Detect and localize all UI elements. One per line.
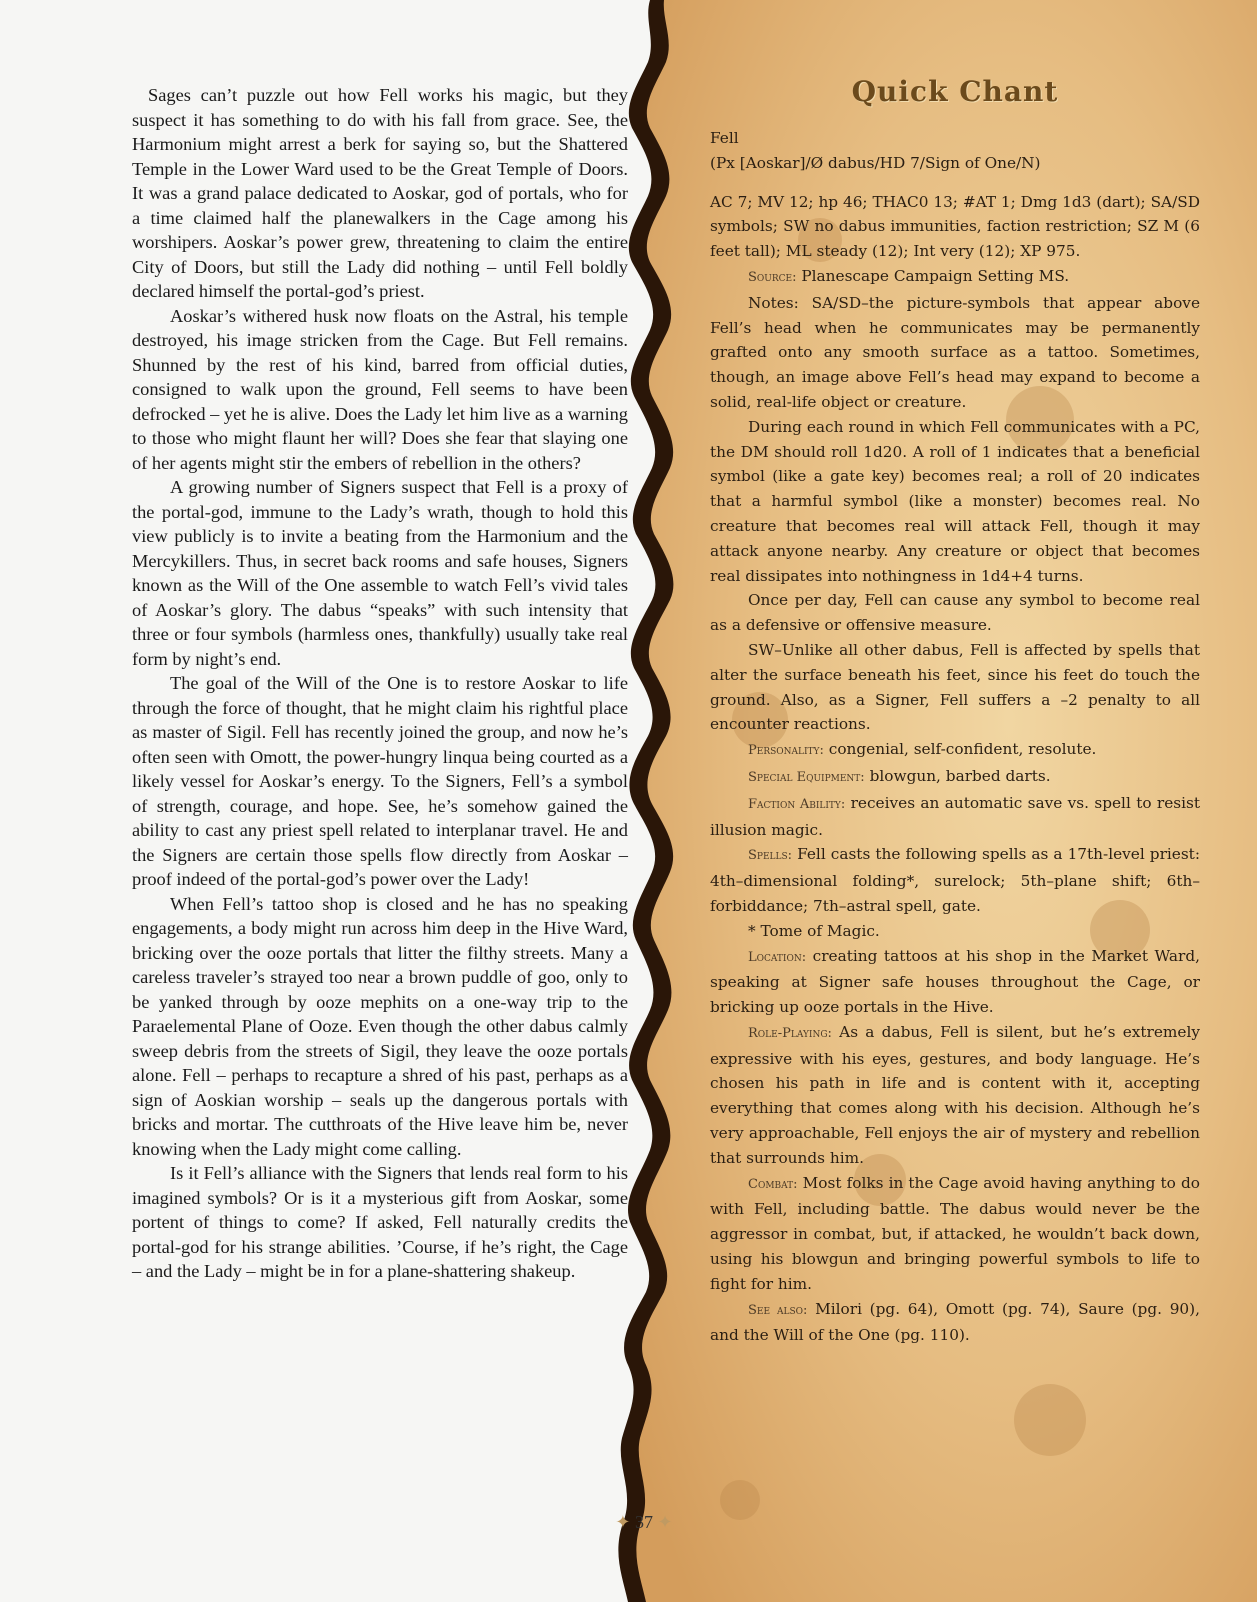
source-label: Source: — [748, 269, 797, 285]
faction-label: Faction Ability: — [748, 796, 846, 812]
location-text: creating tattoos at his shop in the Market Ward, speaking at Signer safe houses throughout the Cage, or bricking up ooze portals in the Hive. — [710, 946, 1200, 1017]
see-also-line — [710, 1297, 1200, 1349]
roleplaying-line — [710, 1020, 1200, 1171]
creature-subtitle: (Px [Aoskar]/Ø dabus/HD 7/Sign of One/N) — [710, 153, 1041, 172]
see-also-label: See also: — [748, 1302, 808, 1318]
notes: Notes: SA/SD–the picture-symbols that appear above Fell’s head when he communicates may be permanently grafted onto any smooth surface as a tattoo. Sometimes, though, an image above Fell’s head may expand to become a solid, real-life object or creature. — [710, 293, 1200, 411]
paragraph: Aoskar’s withered husk now floats on the Astral, his temple destroyed, his image stricken from the Cage. But Fell remains. Shunned by the rest of his kind, barred from official duties, consigned to walk upon the ground, Fell seems to have been defrocked – yet he is alive. Does the Lady let him live as a warning to those who might flaunt her will? Does she fear that slaying one of her agents might stir the embers of rebellion in the others? — [132, 305, 628, 473]
spells-label: Spells: — [748, 848, 793, 864]
equipment-label: Special Equipment: — [748, 769, 865, 785]
personality-line — [710, 737, 1200, 764]
ornament-right-icon: ✦ — [657, 1512, 673, 1532]
source-line — [710, 264, 1200, 291]
see-also-text: Milori (pg. 64), Omott (pg. 74), Saure (pg. 90), and the Will of the One (pg. 110). — [710, 1299, 1200, 1345]
paragraph: The goal of the Will of the One is to restore Aoskar to life through the force of thought, that he might claim his rightful place as master of Sigil. Fell has recently joined the group, and now he’s often seen with Omott, the power-hungry linqua being courted as a likely vessel for Aoskar’s energy. To the Signers, Fell’s a symbol of strength, courage, and hope. See, he’s somehow gained the ability to cast any priest spell related to interplanar travel. He and the Signers are certain those spells flow directly from Aoskar – proof indeed of the portal-god’s power over the Lady! — [132, 673, 628, 889]
paragraph: When Fell’s tattoo shop is closed and he has no speaking engagements, a body might run across him deep in the Hive Ward, bricking over the ooze portals that litter the filthy streets. Many a careless traveler’s strayed too near a brown puddle of goo, only to be yanked through by ooze mephits on a one-way trip to the Paraelemental Plane of Ooze. Even though the other dabus calmly sweep debris from the streets of Sigil, they leave the ooze portals alone. Fell – perhaps to recapture a shred of his past, perhaps as a sign of Aoskian worship – seals up the dangerous portals with bricks and mortar. The cutthroats of the Hive leave him be, never knowing when the Lady might come calling. — [132, 893, 628, 1159]
paragraph: Is it Fell’s alliance with the Signers that lends real form to his imagined symbols? Or is it a mysterious gift from Aoskar, some portent of things to come? If asked, Fell naturally credits the portal-god for his strange abilities. ’Course, if he’s right, the Cage – and the Lady – might be in for a plane-shattering shakeup. — [132, 1163, 628, 1281]
equipment-line — [710, 764, 1200, 791]
personality-text: congenial, self-confident, resolute. — [828, 740, 1097, 759]
special-weakness: SW–Unlike all other dabus, Fell is affected by spells that alter the surface beneath his feet, since his feet do touch the ground. Also, as a Signer, Fell suffers a –2 penalty to all encounter reactions. — [710, 640, 1200, 734]
ornament-left-icon: ✦ — [615, 1512, 631, 1532]
creature-name: Fell — [710, 129, 739, 147]
combat-label: Combat: — [748, 1176, 798, 1192]
spells-line — [710, 842, 1200, 918]
quick-chant-sidebar — [710, 72, 1200, 1348]
combat-line — [710, 1171, 1200, 1297]
location-label: Location: — [748, 949, 807, 965]
faction-text: receives an automatic save vs. spell to resist illusion magic. — [710, 793, 1201, 839]
equipment-text: blowgun, barbed darts. — [869, 766, 1051, 785]
quick-chant-heading: Quick Chant — [851, 75, 1059, 108]
roleplaying-label: Role-Playing: — [748, 1025, 832, 1041]
page-number-text: 37 — [635, 1512, 653, 1532]
roleplaying-text: As a dabus, Fell is silent, but he’s extremely expressive with his eyes, gestures, and body language. He’s chosen his path in life and is content with it, accepting everything that comes along with his decision. Although he’s very approachable, Fell enjoys the air of mystery and rebellion that surrounds him. — [710, 1022, 1200, 1167]
page-number — [600, 1512, 688, 1533]
combat-text: Most folks in the Cage avoid having anything to do with Fell, including battle. The dabus would never be the aggressor in combat, but, if attacked, he wouldn’t back down, using his blowgun and bringing powerful symbols to life to fight for him. — [710, 1173, 1200, 1293]
personality-label: Personality: — [748, 743, 824, 759]
paragraph: A growing number of Signers suspect that Fell is a proxy of the portal-god, immune to the Lady’s wrath, though to hold this view publicly is to invite a beating from the Harmonium and the Mercykillers. Thus, in secret back rooms and safe houses, Signers known as the Will of the One assemble to watch Fell’s vivid tales of Aoskar’s glory. The dabus “speaks” with such intensity that three or four symbols (harmless ones, thankfully) usually take real form by night’s end. — [132, 477, 628, 669]
spells-text: Fell casts the following spells as a 17th-level priest: 4th–dimensional folding*, surelock; 5th–plane shift; 6th–forbiddance; 7th–astral spell, gate. — [710, 845, 1200, 915]
source-text: Planescape Campaign Setting MS. — [801, 266, 1070, 285]
paragraph: Sages can’t puzzle out how Fell works his magic, but they suspect it has something to do with his fall from grace. See, the Harmonium might arrest a berk for saying so, but the Shattered Temple in the Lower Ward used to be the Great Temple of Doors. It was a grand palace dedicated to Aoskar, god of portals, who for a time claimed half the planewalkers in the Cage among his worshipers. Aoskar’s power grew, threatening to claim the entire City of Doors, but still the Lady did nothing – until Fell boldly declared himself the portal-god’s priest. — [132, 85, 628, 301]
spells-note: * Tome of Magic. — [748, 921, 880, 940]
faction-line — [710, 791, 1200, 843]
once-per-day: Once per day, Fell can cause any symbol to become real as a defensive or offensive measure. — [710, 591, 1200, 635]
round-rules: During each round in which Fell communicates with a PC, the DM should roll 1d20. A roll of 1 indicates that a beneficial symbol (like a gate key) becomes real; a roll of 20 indicates that a harmful symbol (like a monster) becomes real. No creature that becomes real will attack Fell, though it may attack anyone nearby. Any creature or object that becomes real dissipates into nothingness in 1d4+4 turns. — [710, 417, 1200, 585]
location-line — [710, 944, 1200, 1020]
stat-block: AC 7; MV 12; hp 46; THAC0 13; #AT 1; Dmg 1d3 (dart); SA/SD symbols; SW no dabus immunities, faction restriction; SZ M (6 feet tall); ML steady (12); Int very (12); XP 975. — [710, 192, 1200, 261]
